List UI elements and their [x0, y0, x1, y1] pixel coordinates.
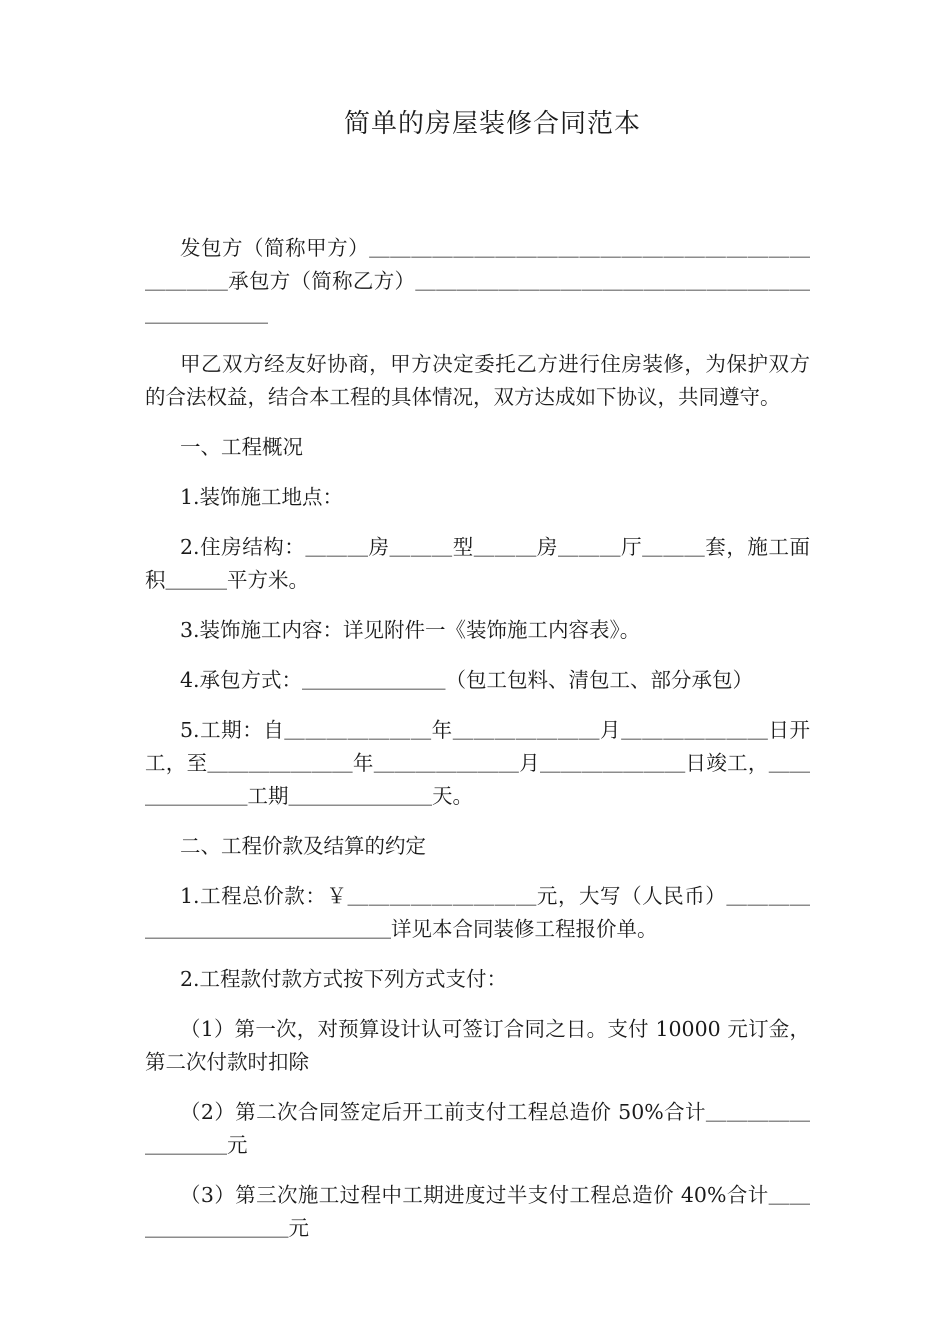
payment-step-2: （2）第二次合同签定后开工前支付工程总造价 50%合计＿＿＿＿＿＿＿＿＿元 [145, 1100, 810, 1157]
clause-contract-type: 4.承包方式：＿＿＿＿＿＿＿（包工包料、清包工、部分承包） [180, 668, 754, 692]
payment-step-3: （3）第三次施工过程中工期进度过半支付工程总造价 40%合计＿＿＿＿＿＿＿＿＿元 [145, 1183, 810, 1240]
clause-content: 3.装饰施工内容：详见附件一《装饰施工内容表》。 [180, 618, 641, 642]
section-heading-overview: 一、工程概况 [180, 435, 303, 459]
clause-total-price: 1.工程总价款：￥＿＿＿＿＿＿＿＿＿元，大写（人民币）＿＿＿＿＿＿＿＿＿＿＿＿＿＿＿＿详见本合同装修工程报价单。 [145, 884, 810, 941]
document-title: 简单的房屋装修合同范本 [343, 109, 641, 139]
clause-schedule: 5.工期：自＿＿＿＿＿＿＿年＿＿＿＿＿＿＿月＿＿＿＿＿＿＿日开工，至＿＿＿＿＿＿＿年＿＿＿＿＿＿＿月＿＿＿＿＿＿＿日竣工，＿＿＿＿＿＿＿工期＿＿＿＿＿＿＿天。 [145, 718, 810, 808]
payment-step-1: （1）第一次，对预算设计认可签订合同之日。支付 10000 元订金，第二次付款时扣除 [145, 1017, 810, 1074]
preamble-paragraph: 甲乙双方经友好协商，甲方决定委托乙方进行住房装修，为保护双方的合法权益，结合本工程的具体情况，双方达成如下协议，共同遵守。 [145, 352, 810, 409]
document-body [145, 232, 810, 1262]
parties-paragraph: 发包方（简称甲方）＿＿＿＿＿＿＿＿＿＿＿＿＿＿＿＿＿＿＿＿＿＿＿＿＿承包方（简称乙方）＿＿＿＿＿＿＿＿＿＿＿＿＿＿＿＿＿＿＿＿＿＿＿＿＿ [145, 236, 810, 326]
clause-structure: 2.住房结构：＿＿＿房＿＿＿型＿＿＿房＿＿＿厅＿＿＿套，施工面积＿＿＿平方米。 [145, 535, 810, 592]
clause-payment-method: 2.工程款付款方式按下列方式支付： [180, 967, 508, 991]
section-heading-price: 二、工程价款及结算的约定 [180, 834, 426, 858]
clause-location: 1.装饰施工地点： [180, 485, 344, 509]
